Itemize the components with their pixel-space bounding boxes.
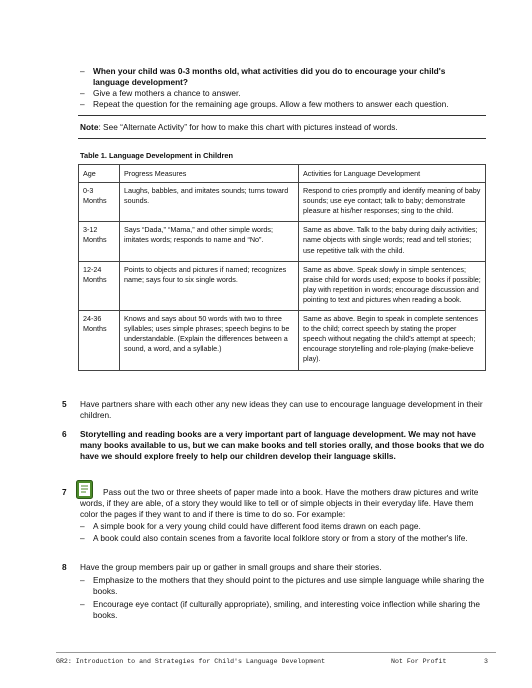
step-text: Have partners share with each other any new ideas they can use to encourage language development in their children.	[80, 399, 483, 421]
page-number: 3	[484, 658, 488, 665]
column-header: Progress Measures	[120, 165, 299, 183]
step-number: 5	[62, 399, 67, 409]
footer-divider	[56, 652, 496, 653]
language-development-table	[78, 164, 486, 371]
step-text: Storytelling and reading books are a very important part of language development. We may not have many books available to us, but we can make books and tell stories orally, and those books that we do have we should explore freely to help our children develop their language skills.	[80, 429, 485, 462]
dash-bullet: –	[80, 99, 85, 109]
step-text: Have the group members pair up or gather in small groups and share their stories.	[80, 562, 382, 572]
table-cell: 24-36 Months	[79, 311, 120, 370]
dash-bullet: –	[80, 599, 85, 609]
table-header-row	[79, 165, 486, 183]
table-cell: Points to objects and pictures if named; recognizes name; says four to six single words.	[120, 261, 299, 310]
table-cell: Respond to cries promptly and identify meaning of baby sounds; use eye contact; talk to baby; demonstrate pleasure at his/her responses; sing to the child.	[299, 183, 486, 222]
dash-bullet: –	[80, 575, 85, 585]
dash-bullet: –	[80, 521, 85, 531]
list-item-text: Emphasize to the mothers that they should point to the pictures and use simple language while sharing the books.	[93, 575, 485, 597]
table-cell: 0-3 Months	[79, 183, 120, 222]
table-row	[79, 311, 486, 370]
dash-bullet: –	[80, 88, 85, 98]
list-item-text: A simple book for a very young child could have different food items drawn on each page.	[93, 521, 421, 531]
dash-bullet: –	[80, 66, 85, 76]
table-cell: Same as above. Begin to speak in complete sentences to the child; correct speech by stating the proper speech without negating the child's attempt at speech; encourage storytelling and role-playing (make-believe play).	[299, 311, 486, 370]
table-cell: Says “Dada,” “Mama,” and other simple words; imitates words; responds to name and “No”.	[120, 222, 299, 261]
column-header: Age	[79, 165, 120, 183]
table-cell: 3-12 Months	[79, 222, 120, 261]
table-row	[79, 261, 486, 310]
column-header: Activities for Language Development	[299, 165, 486, 183]
footer-notice: Not For Profit	[391, 658, 447, 665]
step-number: 6	[62, 429, 67, 439]
list-item-text: A book could also contain scenes from a favorite local folklore story or from a story of the mother's life.	[93, 533, 468, 543]
list-item-text: Encourage eye contact (if culturally appropriate), smiling, and interesting voice inflection while sharing the books.	[93, 599, 480, 621]
note	[80, 122, 485, 133]
divider	[78, 115, 486, 116]
table-cell: 12-24 Months	[79, 261, 120, 310]
table-cell: Same as above. Talk to the baby during daily activities; name objects with single words; read and tell stories; use repetitive talk with the child.	[299, 222, 486, 261]
dash-bullet: –	[80, 533, 85, 543]
table-row	[79, 183, 486, 222]
step-number: 7	[62, 487, 67, 497]
table-cell: Laughs, babbles, and imitates sounds; turns toward sounds.	[120, 183, 299, 222]
table-cell: Same as above. Speak slowly in simple sentences; praise child for words used; expose to books if possible; play with repetition in words; encourage discussion and pointing to text and pictures when reading a book.	[299, 261, 486, 310]
intro-instruction-text: Repeat the question for the remaining age groups. Allow a few mothers to answer each question.	[93, 99, 449, 109]
note-label: Note	[80, 122, 99, 132]
footer-title: GR2: Introduction to and Strategies for Child's Language Development	[56, 658, 326, 665]
intro-question-text: When your child was 0-3 months old, what activities did you do to encourage your child's language development?	[93, 66, 446, 88]
step-text: Pass out the two or three sheets of paper made into a book. Have the mothers draw pictures and write words, if they are able, of a story they would like to tell or of simple objects in their everyday life. Have them color the pages if they want to and if there is time to do so. For example:	[80, 487, 479, 520]
intro-instruction-text: Give a few mothers a chance to answer.	[93, 88, 241, 98]
note-text: : See “Alternate Activity” for how to make this chart with pictures instead of words.	[98, 122, 398, 132]
table-title: Table 1. Language Development in Children	[80, 151, 234, 160]
table-row	[79, 222, 486, 261]
step-number: 8	[62, 562, 67, 572]
table-cell: Knows and says about 50 words with two to three syllables; uses simple phrases; speech begins to be understandable. (Explain the differences between a sound, a word, and a syllable.)	[120, 311, 299, 370]
divider	[78, 138, 486, 139]
